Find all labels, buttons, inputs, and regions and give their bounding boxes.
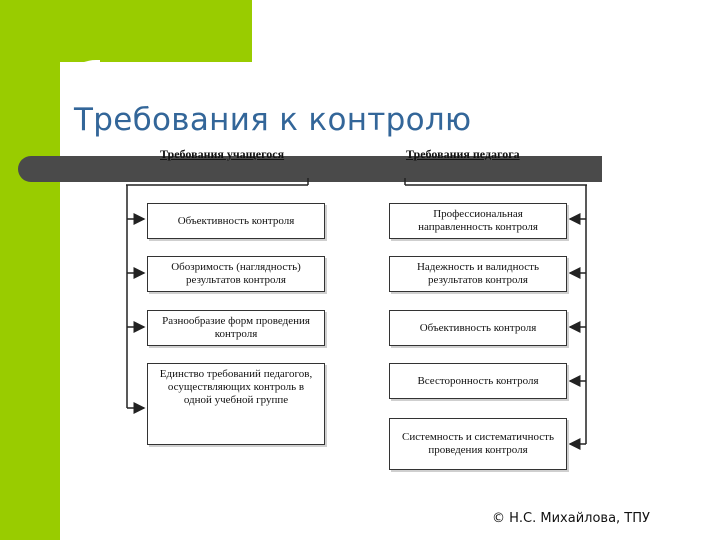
right-item-3: Объективность контроля xyxy=(389,310,567,346)
right-item-2: Надежность и валидность результатов контроля xyxy=(389,256,567,292)
left-item-2: Обозримость (наглядность) результатов контроля xyxy=(147,256,325,292)
copyright-footer: © Н.С. Михайлова, ТПУ xyxy=(492,511,650,526)
right-item-1: Профессиональная направленность контроля xyxy=(389,203,567,239)
left-item-4: Единство требований педагогов, осуществляющих контроль в одной учебной группе xyxy=(147,363,325,445)
left-item-1: Объективность контроля xyxy=(147,203,325,239)
right-column-heading: Требования педагога xyxy=(406,147,520,161)
right-item-4: Всесторонность контроля xyxy=(389,363,567,399)
left-item-3: Разнообразие форм проведения контроля xyxy=(147,310,325,346)
right-item-5: Системность и систематичность проведения контроля xyxy=(389,418,567,470)
slide-title: Требования к контролю xyxy=(74,102,472,138)
left-column-heading: Требования учащегося xyxy=(160,147,285,161)
